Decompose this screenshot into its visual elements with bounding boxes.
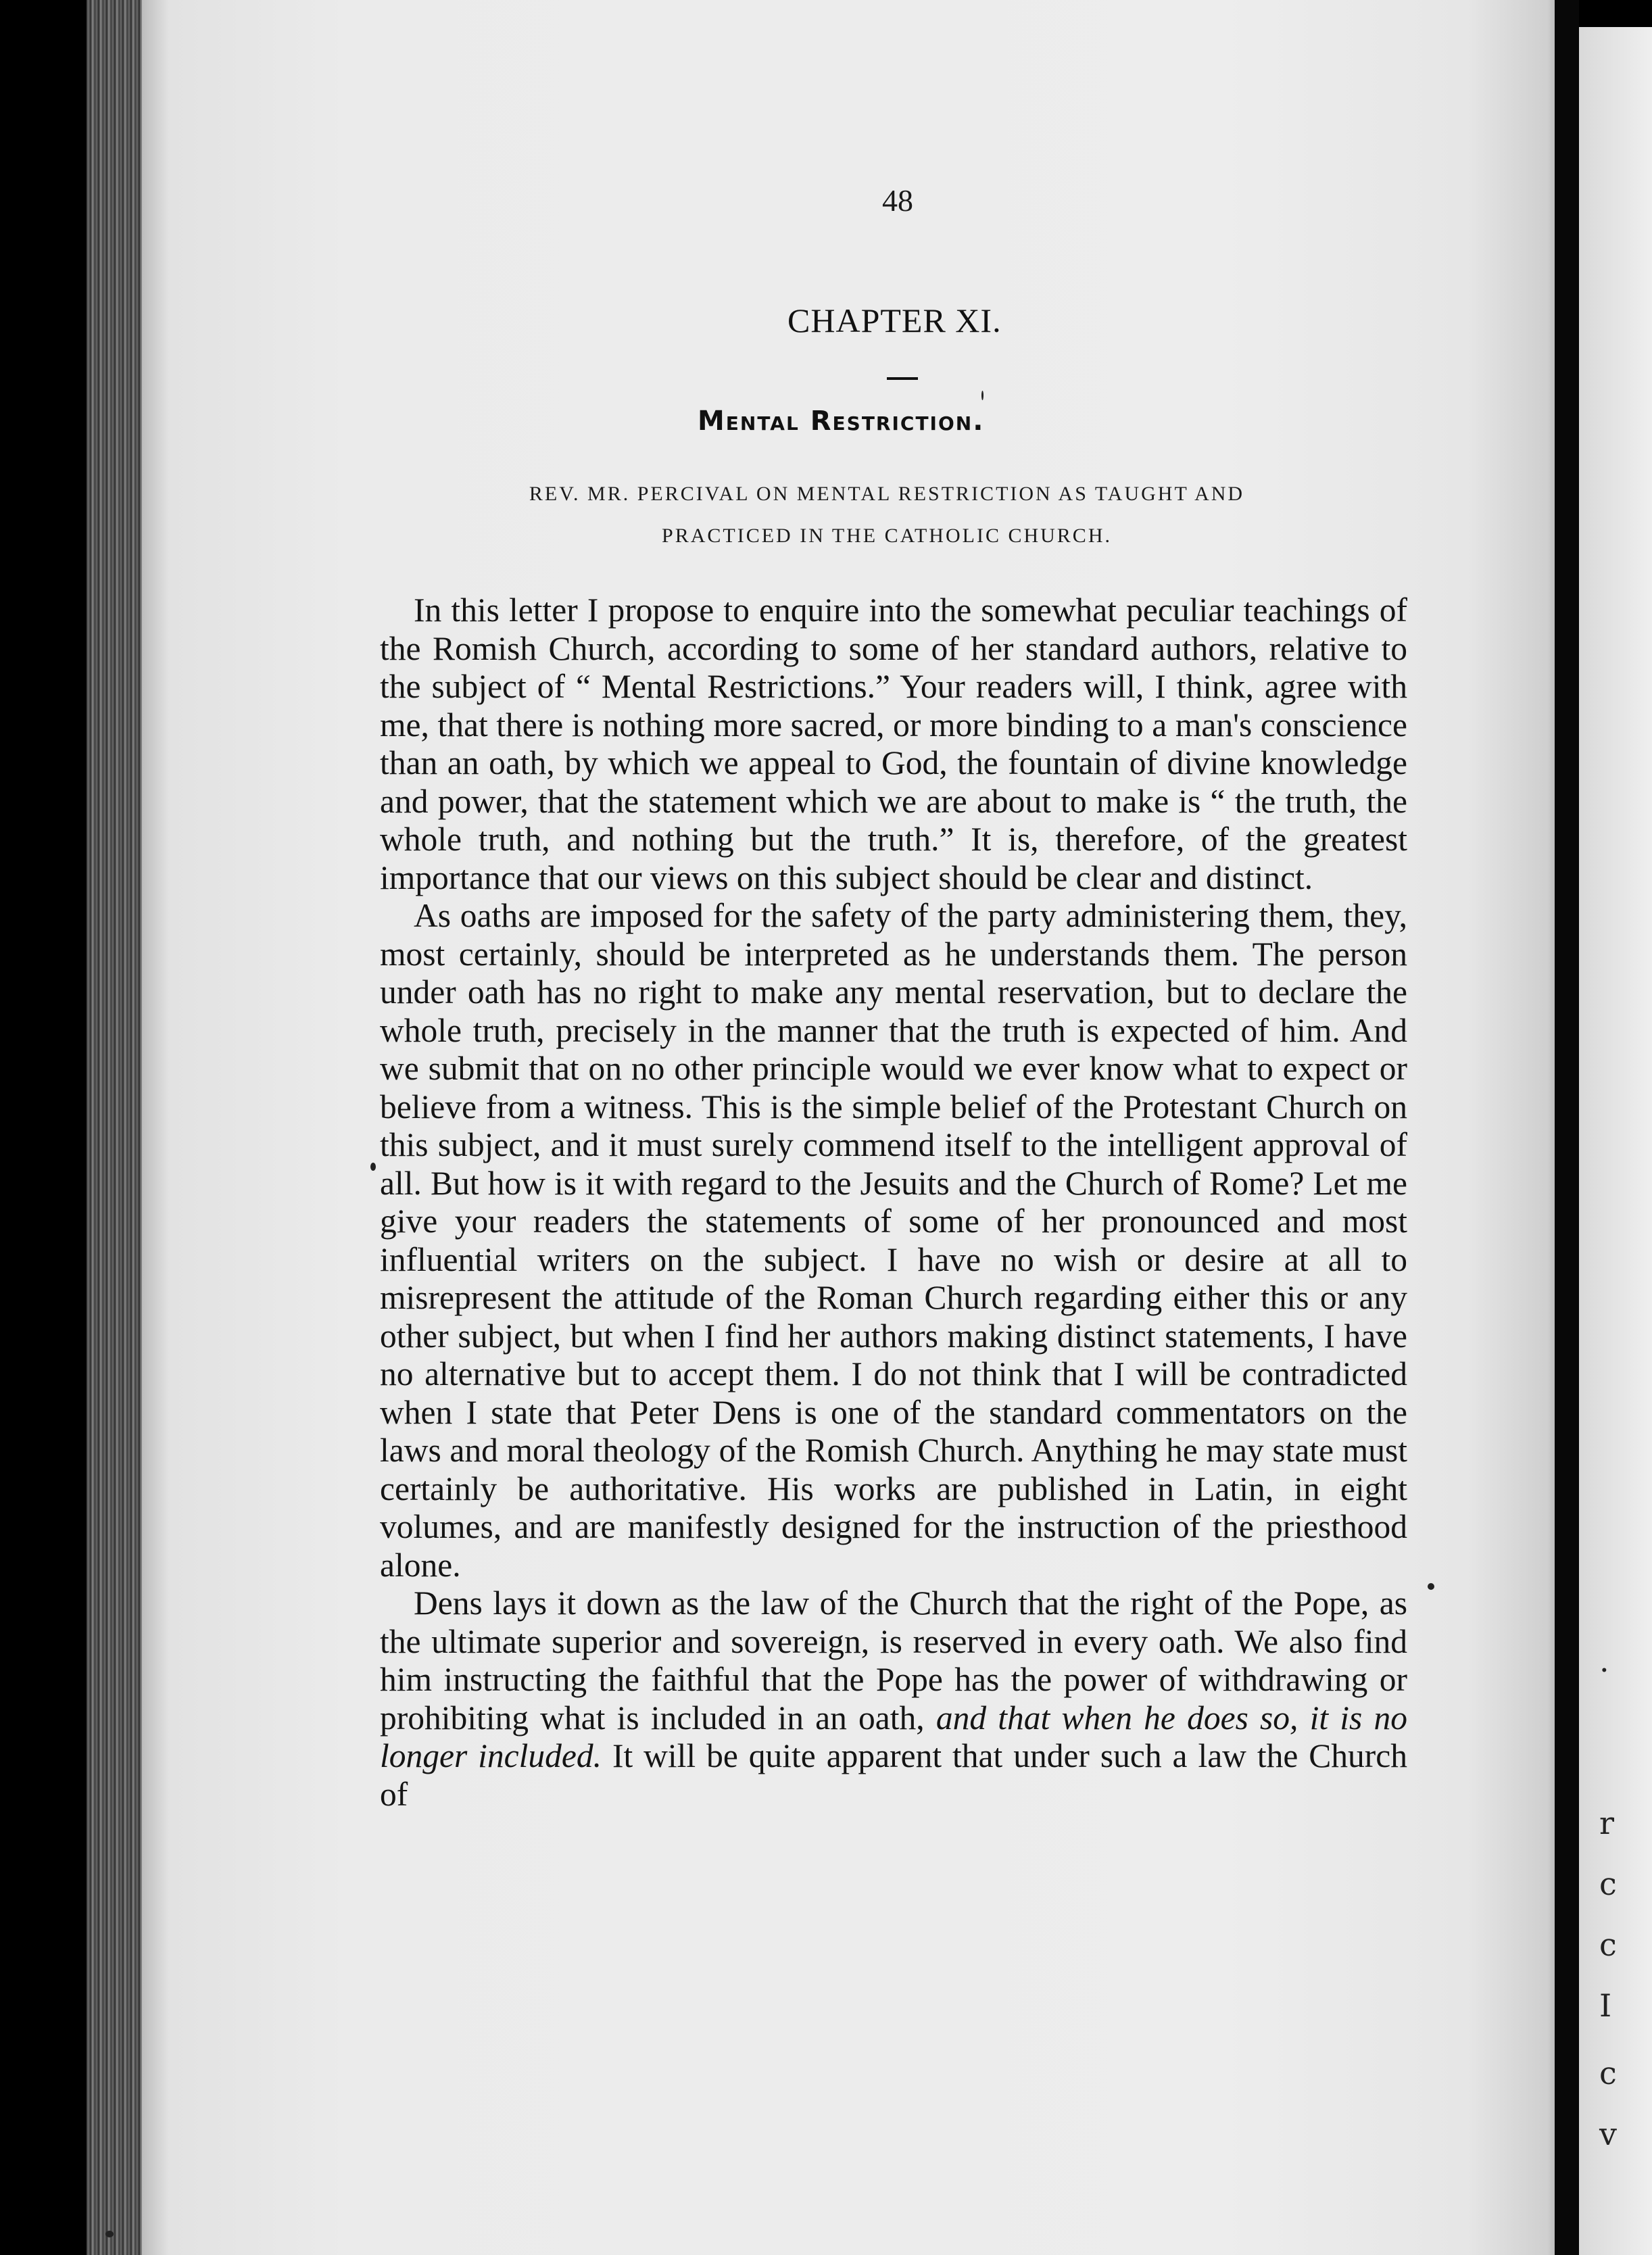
adjacent-page-glyph: c <box>1599 2055 1617 2091</box>
chapter-heading: CHAPTER XI. <box>787 301 1002 339</box>
speck <box>1428 1583 1434 1590</box>
page-gutter <box>1555 0 1579 2255</box>
paragraph <box>380 1584 1407 1814</box>
speck <box>981 391 983 400</box>
paragraph: As oaths are imposed for the safety of the party administering them, they, most certainly, should be interpreted as he understands them. The person under oath has no right to make any mental reservation, but to declare the whole truth, precisely in the manner that the truth is expected of him. And we submit that on no other principle would we ever know what to expect or believe from a witness. This is the simple belief of the Protestant Church on this subject, and it must surely commend itself to the intelligent approval of all. But how is it with regard to the Jesuits and the Church of Rome? Let me give your readers the statements of some of her pronounced and most influential writers on the subject. I have no wish or desire at all to misrepresent the attitude of the Roman Church regarding either this or any other subject, but when I find her authors making distinct statements, I have no alternative but to accept them. I do not think that I will be contradicted when I state that Peter Dens is one of the standard commentators on the laws and moral theology of the Romish Church. Anything he may state must certainly be authoritative. His works are published in Latin, in eight volumes, and are manifestly designed for the instruction of the priesthood alone. <box>380 897 1407 1584</box>
speck <box>370 1163 376 1171</box>
adjacent-page-glyph: r <box>1599 1805 1614 1841</box>
body-text <box>380 591 1407 1814</box>
section-title: Mental Restriction. <box>698 406 985 437</box>
heading-divider <box>887 377 918 380</box>
paragraph-text: It will be quite apparent that under such a law the Church of <box>380 1737 1408 1813</box>
adjacent-page-glyph: c <box>1599 1866 1617 1902</box>
section-subtitle <box>393 473 1380 557</box>
adjacent-page-glyph: I <box>1599 1987 1612 2024</box>
subtitle-line: PRACTICED IN THE CATHOLIC CHURCH. <box>662 525 1112 547</box>
adjacent-page-glyph: c <box>1599 1926 1617 1963</box>
paragraph: In this letter I propose to enquire into the somewhat peculiar teachings of the Romish Church, according to some of her standard authors, relative to the subject of “ Mental Restrictions.” Your readers will, I think, agree with me, that there is nothing more sacred, or more binding to a man's conscience than an oath, by which we appeal to God, the fountain of divine knowledge and power, that the statement which we are about to make is “ the truth, the whole truth, and nothing but the truth.” It is, therefore, of the greatest importance that our views on this subject should be clear and distinct. <box>380 591 1407 896</box>
adjacent-page-edge <box>1579 27 1652 2255</box>
adjacent-page-glyph: . <box>1599 1643 1609 1679</box>
speck <box>105 2231 114 2237</box>
page-number: 48 <box>882 183 913 218</box>
subtitle-line: REV. MR. PERCIVAL ON MENTAL RESTRICTION AS TAUGHT AND <box>529 483 1245 505</box>
italic-emphasis: and that when he does so, it is no longer included. <box>380 1699 1408 1774</box>
paragraph-text: Dens lays it down as the law of the Church that the right of the Pope, as the ultimate superior and sovereign, is reserved in every oath. We also find him instructing the faithful that the Pope has the power of withdrawing or prohibiting what is included in an oath, <box>380 1584 1407 1737</box>
adjacent-page-glyph: v <box>1599 2116 1617 2152</box>
